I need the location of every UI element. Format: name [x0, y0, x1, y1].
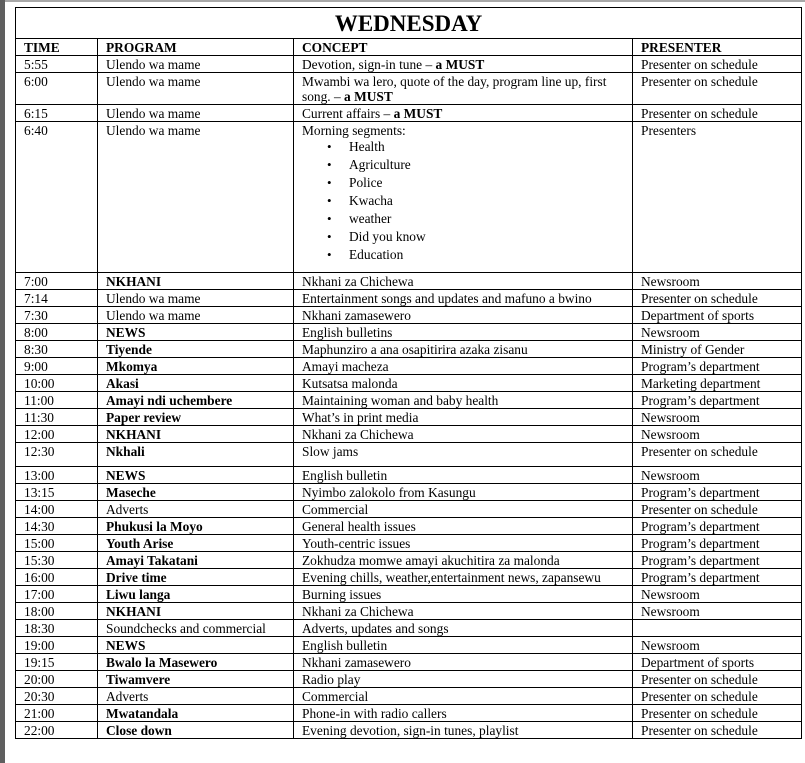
table-row — [16, 409, 802, 426]
column-header-concept: CONCEPT — [294, 39, 633, 56]
concept-cell — [294, 56, 633, 73]
program-cell: Amayi ndi uchembere — [98, 392, 294, 409]
concept-cell — [294, 273, 633, 290]
table-row — [16, 654, 802, 671]
time-cell: 22:00 — [16, 722, 98, 739]
concept-text: Entertainment songs and updates and mafuno a bwino — [302, 291, 592, 306]
concept-text: Commercial — [302, 689, 369, 704]
program-cell: Ulendo wa mame — [98, 290, 294, 307]
concept-text: Maintaining woman and baby health — [302, 393, 499, 408]
table-row — [16, 535, 802, 552]
concept-cell — [294, 324, 633, 341]
concept-text: Phone-in with radio callers — [302, 706, 447, 721]
table-row — [16, 603, 802, 620]
table-row — [16, 56, 802, 73]
table-row — [16, 290, 802, 307]
concept-emphasis: a MUST — [393, 106, 443, 121]
concept-cell — [294, 654, 633, 671]
table-row — [16, 705, 802, 722]
presenter-cell: Presenter on schedule — [633, 105, 802, 122]
concept-text: Adverts, updates and songs — [302, 621, 449, 636]
presenter-cell: Program’s department — [633, 552, 802, 569]
time-cell: 6:40 — [16, 122, 98, 273]
presenter-cell: Newsroom — [633, 586, 802, 603]
concept-text: Nkhani zamasewero — [302, 655, 411, 670]
time-cell: 20:00 — [16, 671, 98, 688]
concept-cell — [294, 392, 633, 409]
concept-cell — [294, 122, 633, 273]
presenter-cell: Presenter on schedule — [633, 705, 802, 722]
time-cell: 14:30 — [16, 518, 98, 535]
time-cell: 5:55 — [16, 56, 98, 73]
program-cell: Ulendo wa mame — [98, 307, 294, 324]
concept-cell — [294, 688, 633, 705]
presenter-cell: Program’s department — [633, 569, 802, 586]
table-row — [16, 443, 802, 467]
segment-item: • Kwacha — [349, 192, 625, 210]
column-header-presenter: PRESENTER — [633, 39, 802, 56]
presenter-cell: Newsroom — [633, 426, 802, 443]
segment-item: • Police — [349, 174, 625, 192]
concept-cell — [294, 443, 633, 467]
concept-text: Current affairs – — [302, 106, 394, 121]
concept-cell — [294, 426, 633, 443]
table-row — [16, 467, 802, 484]
presenter-cell — [633, 620, 802, 637]
concept-text: Nkhani za Chichewa — [302, 274, 414, 289]
time-cell: 8:30 — [16, 341, 98, 358]
segment-item: • Agriculture — [349, 156, 625, 174]
concept-text: Amayi macheza — [302, 359, 389, 374]
concept-text: Devotion, sign-in tune – — [302, 57, 436, 72]
concept-text: Maphunziro a ana osapitirira azaka zisanu — [302, 342, 528, 357]
window-left-edge — [0, 0, 5, 763]
concept-text: Evening chills, weather,entertainment news, zapansewu — [302, 570, 601, 585]
program-cell: Adverts — [98, 688, 294, 705]
concept-cell — [294, 375, 633, 392]
presenter-cell: Newsroom — [633, 603, 802, 620]
presenter-cell: Newsroom — [633, 467, 802, 484]
table-row — [16, 73, 802, 105]
program-cell: NKHANI — [98, 273, 294, 290]
program-cell: Youth Arise — [98, 535, 294, 552]
concept-cell — [294, 409, 633, 426]
table-row — [16, 722, 802, 739]
concept-text: Slow jams — [302, 444, 359, 459]
concept-text: Youth-centric issues — [302, 536, 411, 551]
presenter-cell: Presenters — [633, 122, 802, 273]
concept-cell — [294, 73, 633, 105]
program-cell: Nkhali — [98, 443, 294, 467]
concept-text: Nkhani za Chichewa — [302, 427, 414, 442]
time-cell: 15:30 — [16, 552, 98, 569]
concept-cell — [294, 535, 633, 552]
concept-text: Commercial — [302, 502, 369, 517]
concept-cell — [294, 722, 633, 739]
concept-cell — [294, 501, 633, 518]
concept-text: Radio play — [302, 672, 361, 687]
concept-text: English bulletins — [302, 325, 393, 340]
presenter-cell: Program’s department — [633, 358, 802, 375]
program-cell: Ulendo wa mame — [98, 73, 294, 105]
time-cell: 19:00 — [16, 637, 98, 654]
table-row — [16, 501, 802, 518]
segment-item: • Education — [349, 246, 625, 264]
column-header-program: PROGRAM — [98, 39, 294, 56]
concept-emphasis: a MUST — [435, 57, 485, 72]
presenter-cell: Department of sports — [633, 307, 802, 324]
concept-cell — [294, 705, 633, 722]
table-row — [16, 392, 802, 409]
program-cell: Akasi — [98, 375, 294, 392]
time-cell: 20:30 — [16, 688, 98, 705]
table-row — [16, 671, 802, 688]
concept-text: Nyimbo zalokolo from Kasungu — [302, 485, 476, 500]
table-row — [16, 307, 802, 324]
program-cell: NEWS — [98, 324, 294, 341]
table-row — [16, 688, 802, 705]
column-header-time: TIME — [16, 39, 98, 56]
concept-text: Burning issues — [302, 587, 382, 602]
table-row — [16, 620, 802, 637]
concept-text: Mwambi wa lero, quote of the day, program line up, first song. – — [302, 74, 607, 104]
program-cell: NEWS — [98, 467, 294, 484]
presenter-cell: Program’s department — [633, 484, 802, 501]
presenter-cell: Presenter on schedule — [633, 443, 802, 467]
concept-cell — [294, 341, 633, 358]
table-row — [16, 637, 802, 654]
concept-cell — [294, 105, 633, 122]
time-cell: 13:15 — [16, 484, 98, 501]
time-cell: 15:00 — [16, 535, 98, 552]
presenter-cell: Presenter on schedule — [633, 290, 802, 307]
table-row — [16, 586, 802, 603]
presenter-cell: Presenter on schedule — [633, 671, 802, 688]
time-cell: 13:00 — [16, 467, 98, 484]
time-cell: 18:30 — [16, 620, 98, 637]
concept-cell — [294, 290, 633, 307]
concept-cell — [294, 552, 633, 569]
schedule-table — [15, 7, 802, 739]
program-cell: Tiwamvere — [98, 671, 294, 688]
time-cell: 11:00 — [16, 392, 98, 409]
table-row — [16, 518, 802, 535]
program-cell: Soundchecks and commercial — [98, 620, 294, 637]
program-cell: Ulendo wa mame — [98, 56, 294, 73]
table-row — [16, 358, 802, 375]
time-cell: 18:00 — [16, 603, 98, 620]
presenter-cell: Presenter on schedule — [633, 56, 802, 73]
time-cell: 6:15 — [16, 105, 98, 122]
table-row — [16, 569, 802, 586]
program-cell: Paper review — [98, 409, 294, 426]
concept-text: Kutsatsa malonda — [302, 376, 398, 391]
segment-item: • Health — [349, 138, 625, 156]
presenter-cell: Presenter on schedule — [633, 688, 802, 705]
program-cell: Bwalo la Masewero — [98, 654, 294, 671]
program-cell: Ulendo wa mame — [98, 105, 294, 122]
concept-text: English bulletin — [302, 468, 388, 483]
concept-cell — [294, 358, 633, 375]
program-cell: Liwu langa — [98, 586, 294, 603]
program-cell: NKHANI — [98, 426, 294, 443]
header-row — [16, 39, 802, 56]
concept-emphasis: a MUST — [344, 89, 393, 104]
concept-cell — [294, 484, 633, 501]
presenter-cell: Marketing department — [633, 375, 802, 392]
segment-item: • weather — [349, 210, 625, 228]
table-row — [16, 426, 802, 443]
program-cell: Tiyende — [98, 341, 294, 358]
presenter-cell: Presenter on schedule — [633, 73, 802, 105]
concept-text: What’s in print media — [302, 410, 419, 425]
presenter-cell: Program’s department — [633, 518, 802, 535]
presenter-cell: Program’s department — [633, 392, 802, 409]
concept-text: Zokhudza momwe amayi akuchitira za malonda — [302, 553, 560, 568]
concept-cell — [294, 307, 633, 324]
time-cell: 14:00 — [16, 501, 98, 518]
table-row — [16, 324, 802, 341]
program-cell: NEWS — [98, 637, 294, 654]
time-cell: 17:00 — [16, 586, 98, 603]
concept-cell — [294, 620, 633, 637]
concept-text: English bulletin — [302, 638, 388, 653]
time-cell: 7:14 — [16, 290, 98, 307]
program-cell: Close down — [98, 722, 294, 739]
segment-list — [302, 138, 625, 264]
concept-cell — [294, 671, 633, 688]
time-cell: 9:00 — [16, 358, 98, 375]
concept-cell — [294, 603, 633, 620]
program-cell: Maseche — [98, 484, 294, 501]
time-cell: 6:00 — [16, 73, 98, 105]
presenter-cell: Program’s department — [633, 535, 802, 552]
concept-cell — [294, 518, 633, 535]
time-cell: 8:00 — [16, 324, 98, 341]
time-cell: 7:30 — [16, 307, 98, 324]
time-cell: 16:00 — [16, 569, 98, 586]
program-cell: Phukusi la Moyo — [98, 518, 294, 535]
schedule-title: WEDNESDAY — [16, 8, 802, 39]
time-cell: 21:00 — [16, 705, 98, 722]
program-cell: Mwatandala — [98, 705, 294, 722]
presenter-cell: Newsroom — [633, 409, 802, 426]
concept-text: Nkhani zamasewero — [302, 308, 411, 323]
presenter-cell: Newsroom — [633, 324, 802, 341]
table-row — [16, 375, 802, 392]
table-row — [16, 484, 802, 501]
presenter-cell: Department of sports — [633, 654, 802, 671]
program-cell: Mkomya — [98, 358, 294, 375]
concept-cell — [294, 586, 633, 603]
time-cell: 7:00 — [16, 273, 98, 290]
table-row — [16, 122, 802, 273]
concept-cell — [294, 569, 633, 586]
time-cell: 12:30 — [16, 443, 98, 467]
concept-cell — [294, 467, 633, 484]
program-cell: Ulendo wa mame — [98, 122, 294, 273]
presenter-cell: Ministry of Gender — [633, 341, 802, 358]
time-cell: 12:00 — [16, 426, 98, 443]
program-cell: NKHANI — [98, 603, 294, 620]
time-cell: 11:30 — [16, 409, 98, 426]
concept-text: Evening devotion, sign-in tunes, playlist — [302, 723, 519, 738]
presenter-cell: Presenter on schedule — [633, 501, 802, 518]
table-row — [16, 552, 802, 569]
concept-text: Nkhani za Chichewa — [302, 604, 414, 619]
table-row — [16, 273, 802, 290]
segment-item: • Did you know — [349, 228, 625, 246]
presenter-cell: Newsroom — [633, 637, 802, 654]
program-cell: Adverts — [98, 501, 294, 518]
program-cell: Amayi Takatani — [98, 552, 294, 569]
table-row — [16, 105, 802, 122]
program-cell: Drive time — [98, 569, 294, 586]
concept-cell — [294, 637, 633, 654]
presenter-cell: Presenter on schedule — [633, 722, 802, 739]
table-row — [16, 341, 802, 358]
time-cell: 19:15 — [16, 654, 98, 671]
time-cell: 10:00 — [16, 375, 98, 392]
concept-text: General health issues — [302, 519, 416, 534]
page-top-border — [5, 0, 805, 2]
presenter-cell: Newsroom — [633, 273, 802, 290]
concept-text: Morning segments: — [302, 123, 406, 138]
